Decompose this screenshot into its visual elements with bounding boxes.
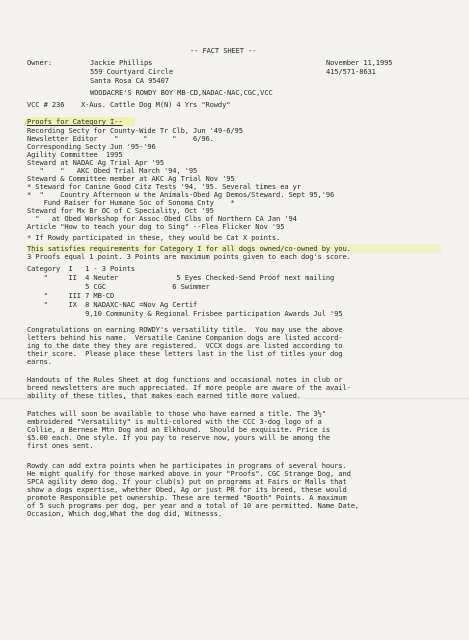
dog-registered-name: WOODACRE'S ROWDY BOY MB-CD,NADAC-NAC,CGC,VCC: [90, 88, 273, 97]
paragraph-line: $5.00 each. One style. If you pay to reserve now, yours will be among the: [27, 433, 331, 442]
category-row: 5 CGC 6 Swimmer: [27, 282, 210, 291]
category-row: " IX 8 NADAXC-NAC =Nov Ag Certif: [27, 300, 198, 309]
paragraph-line: Occasion, Which dog,What the dog did, Witnesss.: [27, 509, 223, 518]
proof-line: * Steward for Canine Good Citz Tests '94, '95. Several times ea yr: [27, 182, 301, 191]
paragraph-line: SPCA agility demo dog. If your club(s) put on programs at Fairs or Malls that: [27, 477, 347, 486]
paragraph-line: Rowdy can add extra points when he participates in programs of several hours.: [27, 461, 347, 470]
sheet-date: November 11,1995: [326, 58, 393, 67]
proof-line: Steward & Committee member at AKC Ag Trial Nov '95: [27, 174, 235, 183]
proof-line: Steward at NADAC Ag Trial Apr '95: [27, 158, 164, 167]
owner-phone: 415/571-8631: [326, 67, 376, 76]
category1-heading: Proofs for Category I--: [27, 117, 123, 126]
category-row: 9,10 Community & Regional Frisbee participation Awards Jul '95: [27, 309, 343, 318]
points-note: 3 Proofs equal 1 point. 3 Points are maximum points given to each dog's score.: [27, 252, 351, 261]
proof-line: " at Obed Workshop for Assoc Obed Clbs of Northern CA Jan '94: [27, 214, 297, 223]
paragraph-line: Handouts of the Rules Sheet at dog functions and occasional notes in club or: [27, 375, 343, 384]
owner-name: Jackie Phillips: [90, 58, 153, 67]
paragraph-line: first ones sent.: [27, 441, 94, 450]
proof-line: Corresponding Secty Jun '95-'96: [27, 142, 156, 151]
owner-address-line2: Santa Rosa CA 95407: [90, 76, 169, 85]
sheet-title: -- FACT SHEET --: [190, 46, 257, 55]
proof-line: " " AKC Obed Trial March '94, '95: [27, 166, 198, 175]
paragraph-line: Collie, a Bernese Mtn Dog and an Elkhound. Should be exquisite. Price is: [27, 425, 331, 434]
proof-line: Article "How to teach your dog to Sing" --Flea Flicker Nov '95: [27, 222, 285, 231]
proof-line: Recording Secty for County-Wide Tr Clb, Jun '49-6/95: [27, 126, 243, 135]
category-row: " III 7 MB-CD: [27, 291, 115, 300]
owner-label: Owner:: [27, 58, 52, 67]
proof-line: Newsletter Editor " " " 6/96.: [27, 134, 214, 143]
paragraph-line: promote Responsible pet ownership. These are termed "Booth" Points. A maximum: [27, 493, 347, 502]
cat-x-note: * If Rowdy participated in these, they would be Cat X points.: [27, 233, 281, 242]
paragraph-line: breed newsletters are much appreciated. If more people are aware of the avail-: [27, 383, 351, 392]
paragraph-line: embroidered "Versatility" is multi-colored with the CCC 3-dog logo of a: [27, 417, 322, 426]
proof-line: Fund Raiser for Humane Soc of Sonoma Cnty *: [27, 198, 235, 207]
paragraph-line: earns.: [27, 357, 52, 366]
page-fold-line: [0, 398, 469, 399]
category-row: " II 4 Neuter 5 Eyes Checked-Send Proof next mailing: [27, 273, 335, 282]
proof-line: Steward for Mx Br OC of C Speciality, Oct '95: [27, 206, 214, 215]
paragraph-line: Patches will soon be available to those who have earned a title. The 3½": [27, 409, 326, 418]
paragraph-line: Congratulations on earning ROWDY's versatility title. You may use the above: [27, 325, 343, 334]
vcc-line: VCC # 236 X-Aus. Cattle Dog M(N) 4 Yrs "Rowdy": [27, 100, 231, 109]
paragraph-line: ing to the date they they are registered. VCCX dogs are listed according to: [27, 341, 343, 350]
proof-line: * " Country Afternoon w the Animals-Obed Ag Demos/Steward. Sept 95,'96: [27, 190, 335, 199]
paragraph-line: letters behind his name. Versatile Canine Companion dogs are listed accord-: [27, 333, 343, 342]
owner-address-line1: 559 Courtyard Circle: [90, 67, 174, 76]
paragraph-line: He might qualify for those marked above in your "Proofs". CGC Strange Dog, and: [27, 469, 351, 478]
paragraph-line: of 5 such programs per dog, per year and a total of 10 are permitted. Name Date,: [27, 501, 360, 510]
category1-satisfied-note: This satisfies requirements for Category I for all dogs owned/co-owned by you.: [27, 244, 351, 253]
category-row: Category I 1 - 3 Points: [27, 264, 135, 273]
paragraph-line: show a dogs expertise, whether Obed, Ag or just PR for its breed, these would: [27, 485, 347, 494]
paragraph-line: ability of these titles, that makes each earned title more valued.: [27, 391, 301, 400]
proof-line: Agility Committee 1995: [27, 150, 123, 159]
paragraph-line: their score. Please place these letters last in the list of titles your dog: [27, 349, 343, 358]
